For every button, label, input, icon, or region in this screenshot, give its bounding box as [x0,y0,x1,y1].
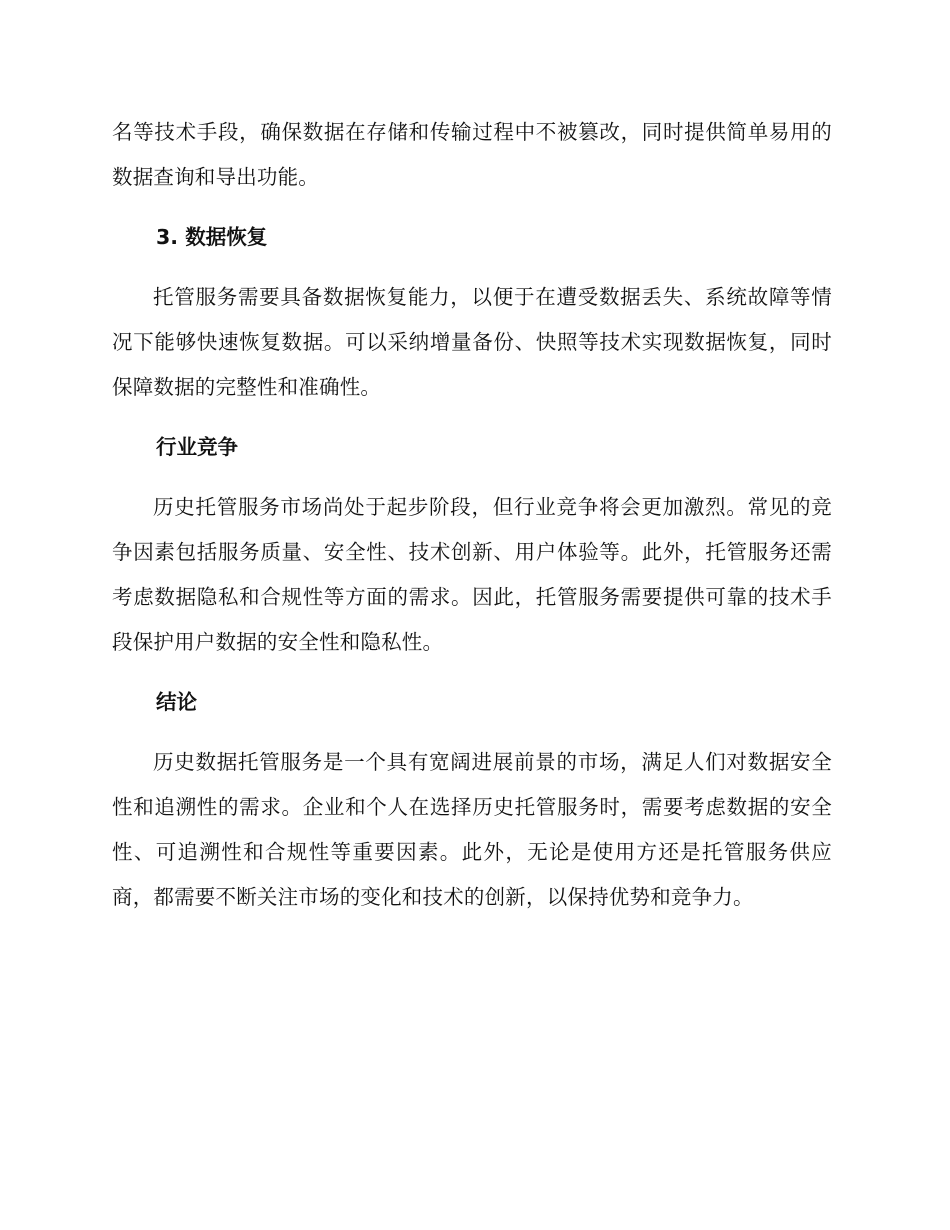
section-heading-industry-competition: 行业竞争 [156,435,238,459]
section-heading-data-recovery: 3. 数据恢复 [156,225,268,249]
paragraph-data-recovery: 托管服务需要具备数据恢复能力，以便于在遭受数据丢失、系统故障等情况下能够快速恢复数据。可以采纳增量备份、快照等技术实现数据恢复，同时保障数据的完整性和准确性。 [112,285,832,399]
paragraph-conclusion: 历史数据托管服务是一个具有宽阔进展前景的市场，满足人们对数据安全性和追溯性的需求。企业和个人在选择历史托管服务时，需要考虑数据的安全性、可追溯性和合规性等重要因素。此外，无论是使用方还是托管服务供应商，都需要不断关注市场的变化和技术的创新，以保持优势和竞争力。 [112,750,832,909]
section-heading-conclusion: 结论 [156,690,197,714]
document-page [112,110,832,920]
paragraph-continued: 名等技术手段，确保数据在存储和传输过程中不被篡改，同时提供简单易用的数据查询和导出功能。 [112,120,832,189]
paragraph-industry-competition: 历史托管服务市场尚处于起步阶段，但行业竞争将会更加激烈。常见的竞争因素包括服务质量、安全性、技术创新、用户体验等。此外，托管服务还需考虑数据隐私和合规性等方面的需求。因此，托管服务需要提供可靠的技术手段保护用户数据的安全性和隐私性。 [112,495,832,654]
